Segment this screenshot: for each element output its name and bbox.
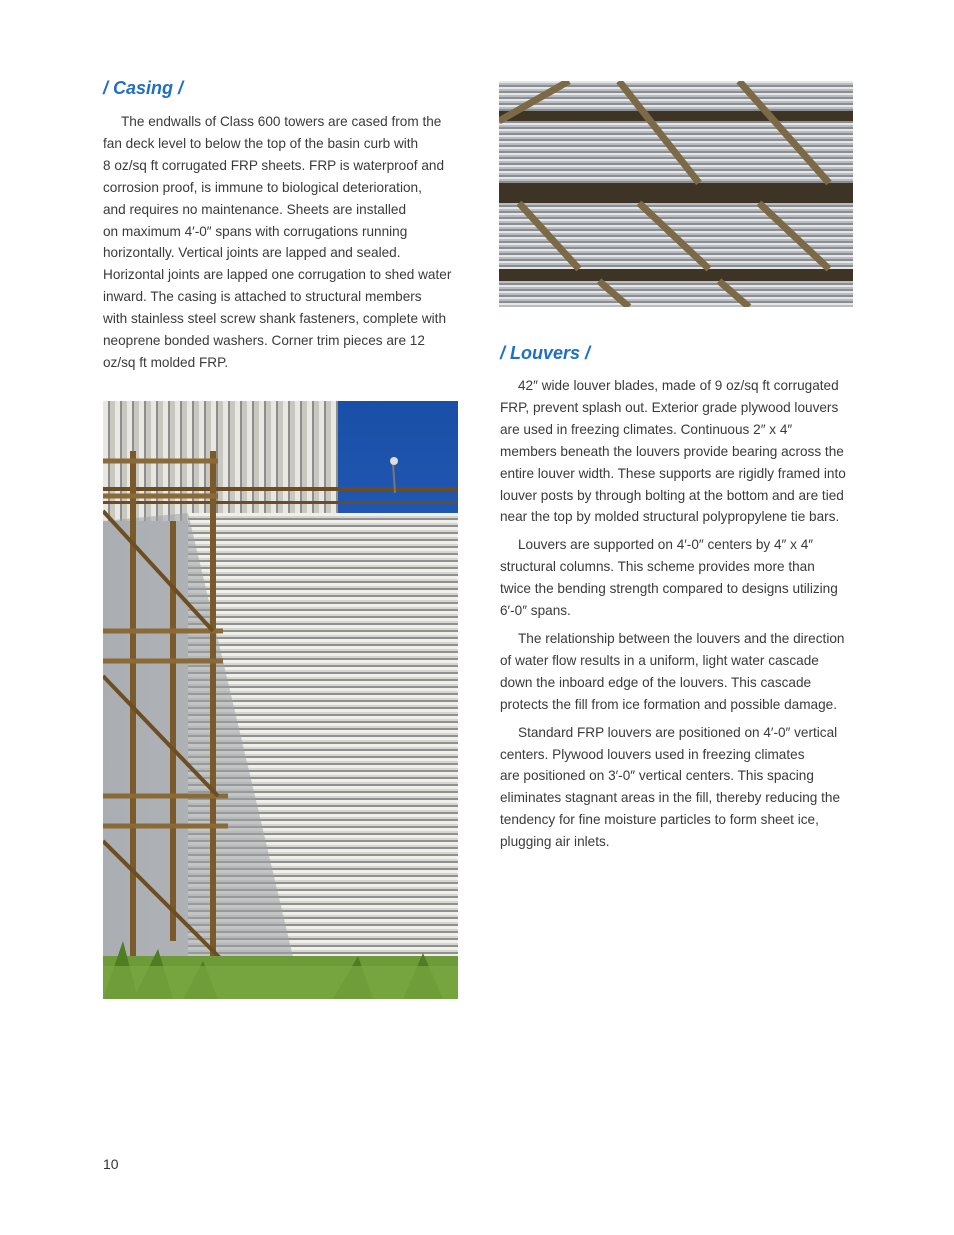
casing-line: inward. The casing is attached to structural members [103, 289, 422, 305]
casing-line: with stainless steel screw shank fasteners, complete with [103, 311, 447, 327]
casing-line: The endwalls of Class 600 towers are cased from the [121, 114, 442, 129]
louvers-line: tendency for fine moisture particles to form sheet ice, [500, 812, 819, 828]
casing-line: on maximum 4′-0″ spans with corrugations running [103, 223, 408, 239]
louvers-line: plugging air inlets. [500, 834, 610, 850]
louvers-line: centers. Plywood louvers used in freezing climates [500, 746, 805, 762]
casing-line: and requires no maintenance. Sheets are installed [103, 201, 407, 217]
louvers-line: protects the fill from ice formation and possible damage. [500, 696, 837, 712]
casing-line: horizontally. Vertical joints are lapped and sealed. [103, 245, 401, 261]
casing-line: Horizontal joints are lapped one corrugation to shed water [103, 267, 452, 283]
casing-line: oz/sq ft molded FRP. [103, 354, 229, 370]
louvers-line: 6′-0″ spans. [500, 603, 571, 619]
casing-line: neoprene bonded washers. Corner trim pieces are 12 [103, 333, 425, 349]
casing-line: 8 oz/sq ft corrugated FRP sheets. FRP is waterproof and [103, 157, 445, 173]
louvers-line: louver posts by through bolting at the bottom and are tied [500, 487, 844, 503]
louvers-line: FRP, prevent splash out. Exterior grade plywood louvers [500, 399, 839, 415]
louvers-line: Standard FRP louvers are positioned on 4′-0″ vertical [518, 724, 838, 740]
louvers-line: eliminates stagnant areas in the fill, thereby reducing the [500, 790, 841, 806]
louvers-line: twice the bending strength compared to designs utilizing [500, 581, 838, 597]
casing-heading: / Casing / [103, 78, 184, 98]
casing-line: fan deck level to below the top of the basin curb with [103, 135, 419, 151]
louvers-line: near the top by molded structural polypropylene tie bars. [500, 509, 840, 525]
louvers-line: down the inboard edge of the louvers. This cascade [500, 674, 812, 690]
louvers-line: of water flow results in a uniform, light water cascade [500, 652, 819, 668]
louvers-line: 42″ wide louver blades, made of 9 oz/sq ft corrugated [518, 378, 839, 393]
louvers-line: Louvers are supported on 4′-0″ centers by 4″ x 4″ [518, 537, 814, 553]
casing-body [103, 111, 463, 374]
louvers-line: The relationship between the louvers and the direction [518, 630, 845, 646]
cooling-tower-photo [103, 401, 458, 999]
louver-closeup-photo [499, 81, 853, 307]
page-number: 10 [103, 1156, 119, 1172]
louvers-line: entire louver width. These supports are rigidly framed into [500, 465, 846, 481]
louvers-line: members beneath the louvers provide bearing across the [500, 443, 844, 459]
louvers-body [500, 375, 860, 853]
louvers-line: are positioned on 3′-0″ vertical centers. This spacing [500, 768, 814, 784]
louvers-line: structural columns. This scheme provides more than [500, 559, 815, 575]
casing-line: corrosion proof, is immune to biological deterioration, [103, 179, 422, 195]
louvers-line: are used in freezing climates. Continuous 2″ x 4″ [500, 421, 793, 437]
louvers-heading: / Louvers / [500, 343, 591, 363]
